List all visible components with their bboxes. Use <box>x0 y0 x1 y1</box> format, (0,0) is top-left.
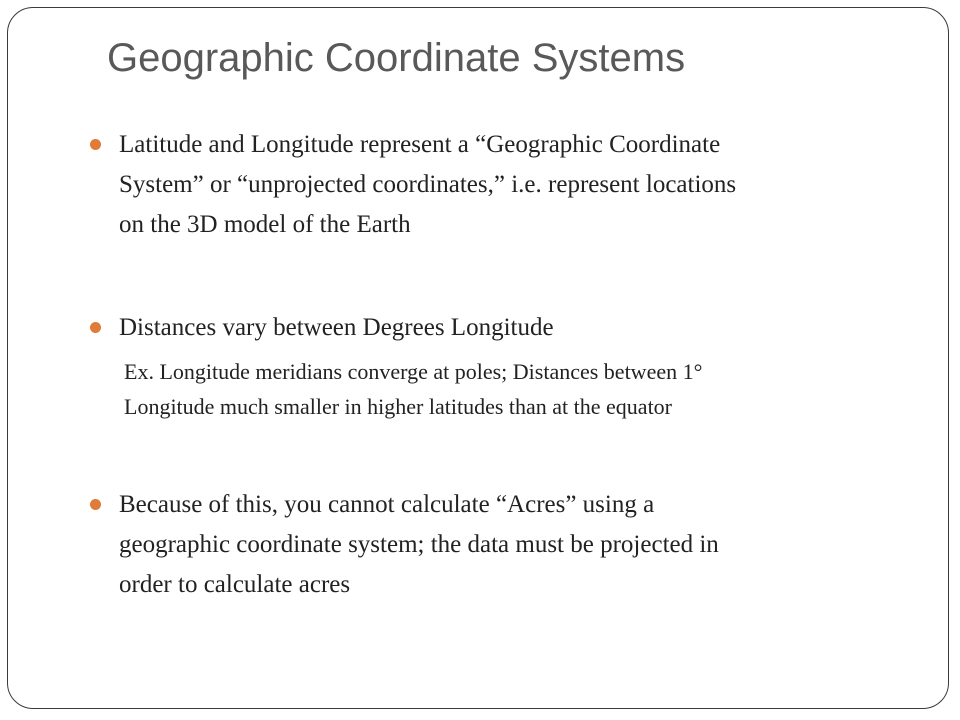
bullet-item-latitude-longitude <box>90 125 900 245</box>
sub-bullet-line: Longitude much smaller in higher latitudes than at the equator <box>124 394 673 419</box>
bullet-item-distances <box>90 308 900 424</box>
bullet-line: Because of this, you cannot calculate “Acres” using a <box>119 491 655 518</box>
bullet-row <box>90 308 900 348</box>
bullet-line: on the 3D model of the Earth <box>119 211 411 238</box>
bullet-dot-icon <box>90 499 101 510</box>
bullet-dot-icon <box>90 139 101 150</box>
bullet-dot-icon <box>90 322 101 333</box>
bullet-line: order to calculate acres <box>119 571 351 598</box>
bullet-line: System” or “unprojected coordinates,” i.e. represent locations <box>119 171 737 198</box>
bullet-row <box>90 485 900 605</box>
bullet-row <box>90 125 900 245</box>
bullet-item-acres <box>90 485 900 605</box>
sub-bullet-line: Ex. Longitude meridians converge at poles; Distances between 1° <box>124 359 703 384</box>
bullet-line: geographic coordinate system; the data must be projected in <box>119 531 719 558</box>
sub-bullet-example <box>90 354 900 424</box>
bullet-line: Distances vary between Degrees Longitude <box>119 314 554 341</box>
slide-title: Geographic Coordinate Systems <box>107 36 686 80</box>
bullet-line: Latitude and Longitude represent a “Geographic Coordinate <box>119 131 721 158</box>
